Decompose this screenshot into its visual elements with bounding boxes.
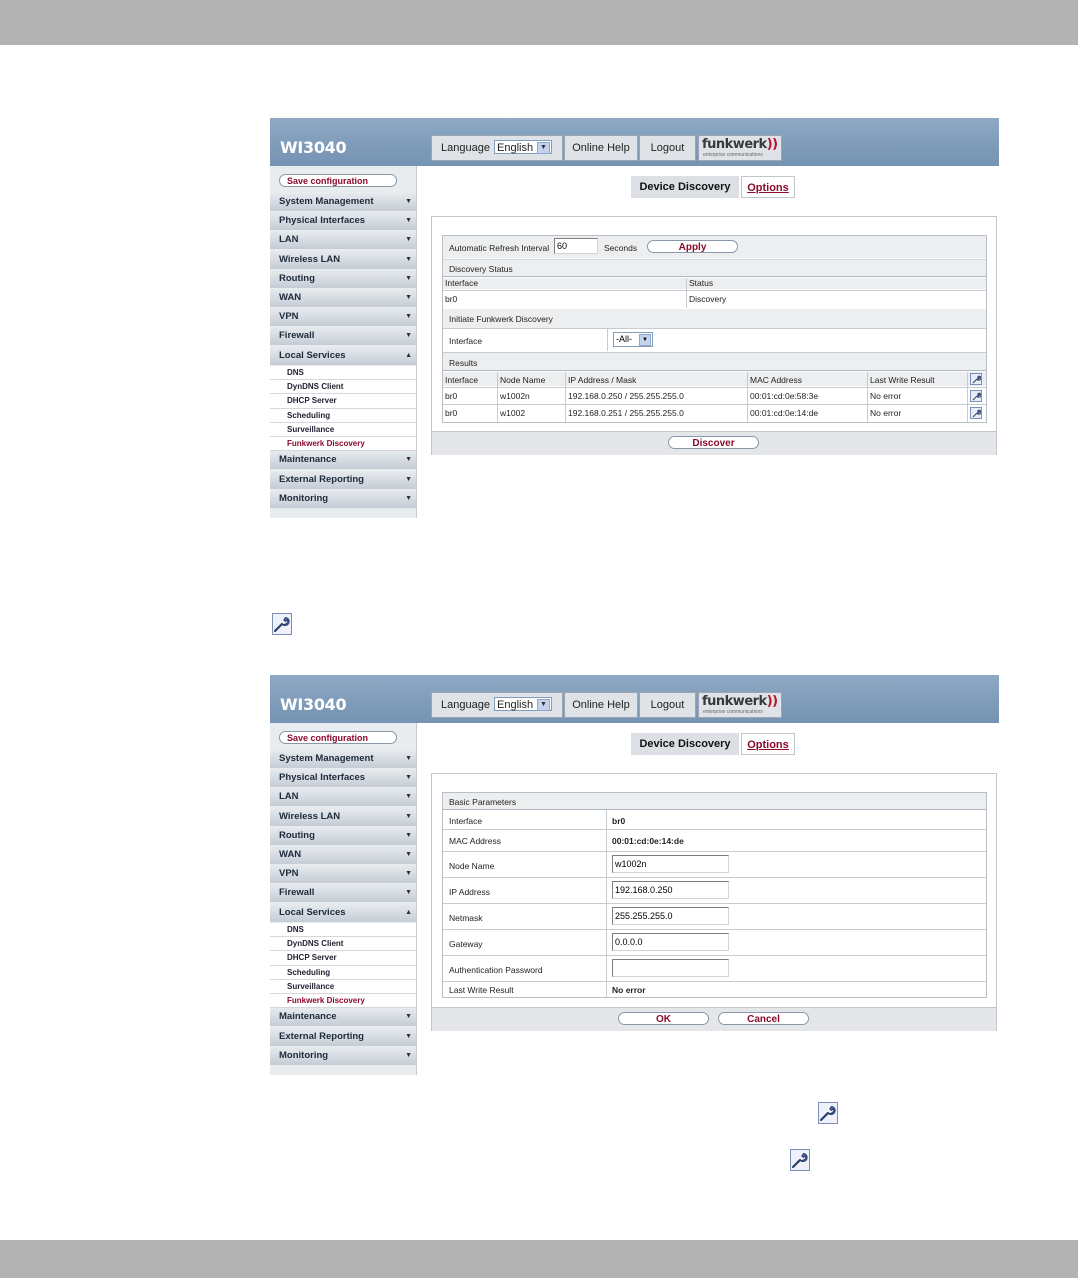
field-row-last-write [443,982,986,998]
menu-wan[interactable]: WAN ▼ [270,289,416,307]
result-interface: br0 [445,408,458,418]
edit-wrench-icon [790,1149,810,1171]
chevron-up-icon: ▲ [405,351,412,359]
menu-physical-interfaces[interactable]: Physical Interfaces ▼ [270,769,416,787]
last-write-value: No error [612,985,646,995]
language-select[interactable] [494,140,552,154]
menu-external-reporting[interactable]: External Reporting ▼ [270,1028,416,1046]
results-header-last-write: Last Write Result [870,375,935,385]
results-header [443,352,986,370]
result-ip: 192.168.0.251 / 255.255.255.0 [568,408,684,418]
menu-routing[interactable]: Routing ▼ [270,270,416,288]
language-label: Language [441,699,490,711]
field-row-interface [443,811,986,829]
submenu-dhcp-server[interactable]: DHCP Server [270,394,416,408]
ok-button[interactable]: OK [618,1012,709,1025]
status-header-interface: Interface [445,278,479,288]
result-last-write: No error [870,391,902,401]
ip-address-input[interactable]: 192.168.0.250 [612,881,729,899]
submenu-dns[interactable]: DNS [270,366,416,380]
chevron-down-icon: ▼ [405,1051,412,1059]
chevron-down-icon: ▼ [405,870,412,878]
result-mac: 00:01:cd:0e:58:3e [750,391,819,401]
language-select[interactable] [494,697,552,711]
status-row [443,290,986,307]
menu-physical-interfaces[interactable]: Physical Interfaces ▼ [270,212,416,230]
results-header-ip: IP Address / Mask [568,375,637,385]
language-value: English [497,142,534,154]
result-last-write: No error [870,408,902,418]
submenu-scheduling[interactable]: Scheduling [270,409,416,423]
chevron-down-icon: ▼ [405,494,412,502]
menu-vpn[interactable]: VPN ▼ [270,308,416,326]
language-box [431,692,563,718]
submenu-dyndns-client[interactable]: DynDNS Client [270,380,416,394]
field-row-mac [443,830,986,851]
ip-address-label: IP Address [449,887,490,897]
submenu-funkwerk-discovery[interactable]: Funkwerk Discovery [270,994,416,1008]
cancel-button[interactable]: Cancel [718,1012,809,1025]
chevron-down-icon: ▼ [405,274,412,282]
node-name-input[interactable]: w1002n [612,855,729,873]
sidebar [270,723,417,1075]
chevron-down-icon: ▼ [405,313,412,321]
discovery-panel [431,216,997,455]
tab-device-discovery[interactable]: Device Discovery [631,733,739,755]
chevron-down-icon: ▼ [537,699,550,711]
submenu-funkwerk-discovery[interactable]: Funkwerk Discovery [270,437,416,451]
edit-icon[interactable] [970,390,982,402]
field-row-gateway [443,930,986,955]
result-mac: 00:01:cd:0e:14:de [750,408,819,418]
device-edit-panel [431,773,997,1031]
results-label: Results [449,358,478,368]
initiate-discovery-label: Initiate Funkwerk Discovery [449,314,553,324]
field-row-node-name [443,852,986,877]
interface-value: br0 [612,816,626,826]
chevron-down-icon: ▼ [537,142,550,154]
basic-parameters-header [443,793,986,809]
results-header-node-name: Node Name [500,375,546,385]
interface-label: Interface [449,336,483,346]
menu-vpn[interactable]: VPN ▼ [270,865,416,883]
logo-text: funkwerk)) [702,137,778,152]
chevron-down-icon: ▼ [405,774,412,782]
device-title: WI3040 [280,138,347,157]
online-help-button[interactable]: Online Help [564,135,638,161]
result-node-name: w1002n [500,391,530,401]
chevron-down-icon: ▼ [405,293,412,301]
submenu-surveillance[interactable]: Surveillance [270,980,416,994]
submenu-scheduling[interactable]: Scheduling [270,966,416,980]
submenu-dns[interactable]: DNS [270,923,416,937]
menu-monitoring[interactable]: Monitoring ▼ [270,1047,416,1065]
menu-external-reporting[interactable]: External Reporting ▼ [270,471,416,489]
logout-button[interactable]: Logout [639,692,696,718]
app-header [270,675,999,723]
mac-address-value: 00:01:cd:0e:14:de [612,836,684,846]
field-row-auth-password [443,956,986,981]
refresh-row [443,236,986,258]
node-name-label: Node Name [449,861,495,871]
chevron-up-icon: ▲ [405,908,412,916]
save-configuration-button[interactable]: Save configuration [279,731,397,744]
online-help-button[interactable]: Online Help [564,692,638,718]
chevron-down-icon: ▼ [405,850,412,858]
field-row-ip [443,878,986,903]
logout-button[interactable]: Logout [639,135,696,161]
result-ip: 192.168.0.250 / 255.255.255.0 [568,391,684,401]
funkwerk-logo [698,692,782,718]
submenu-dhcp-server[interactable]: DHCP Server [270,951,416,965]
chevron-down-icon: ▼ [405,831,412,839]
save-configuration-button[interactable]: Save configuration [279,174,397,187]
chevron-down-icon: ▼ [405,793,412,801]
result-node-name: w1002 [500,408,526,418]
seconds-label: Seconds [604,243,638,253]
chevron-down-icon: ▼ [405,1032,412,1040]
interface-select[interactable]: -All- ▼ [613,332,653,347]
result-row [443,387,986,403]
discovery-footer [432,431,996,455]
tab-device-discovery[interactable]: Device Discovery [631,176,739,198]
results-header-interface: Interface [445,375,479,385]
menu-system-management[interactable]: System Management ▼ [270,193,416,211]
status-column-headers [443,278,986,289]
status-header-status: Status [689,278,714,288]
menu-system-management[interactable]: System Management ▼ [270,750,416,768]
chevron-down-icon: ▼ [405,255,412,263]
status-value: Discovery [689,294,727,304]
chevron-down-icon: ▼ [405,217,412,225]
edit-footer [432,1007,996,1031]
menu-wireless-lan[interactable]: Wireless LAN ▼ [270,808,416,826]
chevron-down-icon: ▼ [405,236,412,244]
chevron-down-icon: ▼ [405,1013,412,1021]
logo-subtext: enterprise communications [703,709,763,715]
last-write-label: Last Write Result [449,985,514,995]
discover-button[interactable]: Discover [668,436,759,449]
discovery-status-label: Discovery Status [449,264,513,274]
edit-icon[interactable] [970,407,982,419]
interface-label: Interface [449,816,483,826]
result-interface: br0 [445,391,458,401]
chevron-down-icon: ▼ [405,812,412,820]
menu-wireless-lan[interactable]: Wireless LAN ▼ [270,251,416,269]
chevron-down-icon: ▼ [405,889,412,897]
chevron-down-icon: ▼ [405,198,412,205]
menu-routing[interactable]: Routing ▼ [270,827,416,845]
auth-password-input[interactable] [612,959,729,977]
chevron-down-icon: ▼ [639,334,651,346]
refresh-label: Automatic Refresh Interval [449,243,550,253]
menu-local-services[interactable]: Local Services ▲ [270,904,416,922]
menu-wan[interactable]: WAN ▼ [270,846,416,864]
results-column-headers [443,372,986,386]
screenshot-device-edit [270,675,999,1078]
results-header-mac: MAC Address [750,375,802,385]
status-interface: br0 [445,294,458,304]
menu-maintenance[interactable]: Maintenance ▼ [270,1008,416,1026]
initiate-discovery-header [443,309,986,328]
menu-firewall[interactable]: Firewall ▼ [270,884,416,902]
discovery-table [442,235,987,423]
apply-button[interactable]: Apply [647,240,738,253]
sidebar [270,166,417,518]
submenu-dyndns-client[interactable]: DynDNS Client [270,937,416,951]
menu-local-services[interactable]: Local Services ▲ [270,347,416,365]
menu-lan[interactable]: LAN ▼ [270,231,416,249]
language-label: Language [441,142,490,154]
tab-options[interactable]: Options [741,733,795,755]
device-title: WI3040 [280,695,347,714]
gateway-input[interactable]: 0.0.0.0 [612,933,729,951]
gateway-label: Gateway [449,939,483,949]
tab-options[interactable]: Options [741,176,795,198]
screenshot-device-discovery [270,118,999,520]
basic-parameters-table [442,792,987,998]
chevron-down-icon: ▼ [405,755,412,762]
menu-lan[interactable]: LAN ▼ [270,788,416,806]
auth-password-label: Authentication Password [449,965,543,975]
refresh-interval-input[interactable]: 60 [554,238,598,254]
netmask-input[interactable]: 255.255.255.0 [612,907,729,925]
menu-firewall[interactable]: Firewall ▼ [270,327,416,345]
funkwerk-logo [698,135,782,161]
page-top-bar [0,0,1078,45]
menu-maintenance[interactable]: Maintenance ▼ [270,451,416,469]
chevron-down-icon: ▼ [405,456,412,464]
result-row [443,404,986,421]
chevron-down-icon: ▼ [405,332,412,340]
page-bottom-bar [0,1240,1078,1278]
menu-monitoring[interactable]: Monitoring ▼ [270,490,416,508]
edit-all-icon[interactable] [970,373,982,385]
app-header [270,118,999,166]
mac-address-label: MAC Address [449,836,501,846]
basic-parameters-label: Basic Parameters [449,797,517,807]
language-value: English [497,699,534,711]
sidebar-menu [270,193,416,509]
edit-wrench-icon [818,1102,838,1124]
netmask-label: Netmask [449,913,483,923]
chevron-down-icon: ▼ [405,475,412,483]
logo-text: funkwerk)) [702,694,778,709]
interface-filter-row [443,328,986,350]
sidebar-menu [270,750,416,1066]
language-box [431,135,563,161]
field-row-netmask [443,904,986,929]
logo-subtext: enterprise communications [703,152,763,158]
discovery-status-header [443,259,986,276]
edit-wrench-icon [272,613,292,635]
submenu-surveillance[interactable]: Surveillance [270,423,416,437]
